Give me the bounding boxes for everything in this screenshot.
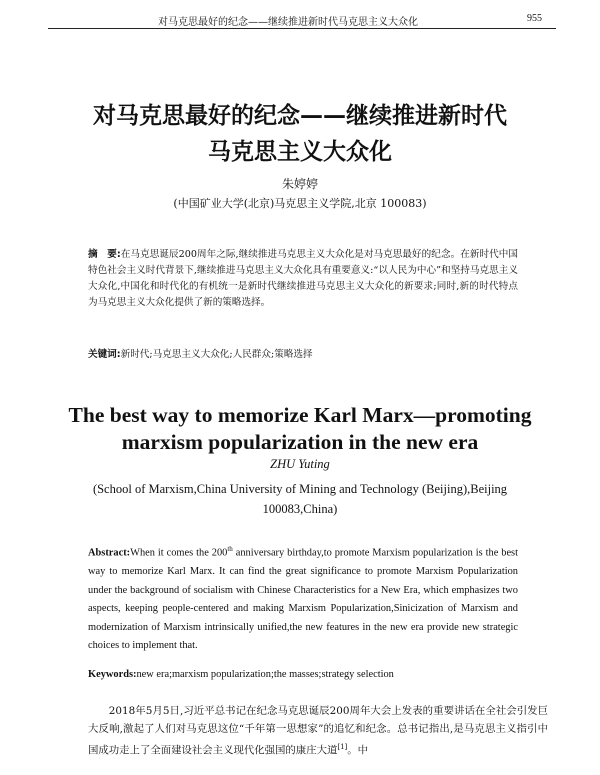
body-paragraph — [88, 702, 548, 759]
english-author: ZHU Yuting — [270, 457, 330, 471]
english-keywords-label: Keywords: — [88, 669, 137, 680]
english-affiliation: (School of Marxism,China University of Mining and Technology (Beijing),Beijing 100083,China) — [92, 482, 508, 516]
chinese-title — [40, 98, 560, 170]
english-title-line-2: marxism popularization in the new era — [121, 430, 479, 454]
page-header — [48, 12, 556, 29]
chinese-author: 朱婷婷 — [281, 177, 318, 191]
reference-mark: [1] — [337, 743, 348, 751]
body-paragraph-text: 2018年5月5日,习近平总书记在纪念马克思诞辰200周年大会上发表的重要讲话在全社会引发巨大反响,激起了人们对马克思这位“千年第一思想家”的追忆和纪念。总书记指出,是马克思主义指引中国成功走上了全面建设社会主义现代化强国的康庄大道 — [88, 705, 548, 757]
english-abstract-text-rest: anniversary birthday,to promote Marxism popularization is the best way to memorize Karl Marx. It can find the great significance to promote Marxism Popularization under the background of socialism with Chinese Characteristics for a New Era, which emphasizes two aspects, keeping people-centered and making Marxism Popularization,Sinicization of Marxism and modernization of Marxism intrinsically unified,the new features in the new era provide new strategic choices to implement that. — [88, 547, 518, 652]
english-abstract — [88, 540, 518, 656]
chinese-keywords — [88, 346, 518, 360]
body-text — [88, 702, 548, 759]
english-title — [30, 402, 570, 456]
body-paragraph-tail: 。中 — [347, 744, 369, 757]
english-title-line-1: The best way to memorize Karl Marx—promoting — [68, 403, 532, 427]
chinese-keywords-label: 关键词: — [88, 349, 121, 360]
english-keywords-text: new era;marxism popularization;the masses;strategy selection — [136, 669, 394, 680]
chinese-keywords-text: 新时代;马克思主义大众化;人民群众;策略选择 — [120, 349, 313, 360]
chinese-abstract-text: 在马克思诞辰200周年之际,继续推进马克思主义大众化是对马克思最好的纪念。在新时代中国特色社会主义时代背景下,继续推进马克思主义大众化具有重要意义:“以人民为中心”和坚持马克思主义大众化,中国化和时代化的有机统一是新时代继续推进马克思主义大众化的新要求;同时,新的时代特点为马克思主义大众化提供了新的策略选择。 — [88, 249, 518, 308]
ordinal-superscript: th — [227, 545, 233, 553]
chinese-abstract-label: 摘 要: — [88, 249, 121, 260]
chinese-affiliation: (中国矿业大学(北京)马克思主义学院,北京 100083) — [173, 197, 427, 210]
running-title: 对马克思最好的纪念——继续推进新时代马克思主义大众化 — [158, 17, 418, 28]
chinese-title-line-2: 马克思主义大众化 — [208, 139, 392, 165]
english-keywords — [88, 669, 518, 680]
chinese-abstract — [88, 247, 518, 311]
english-abstract-text-start: When it comes the 200 — [130, 547, 228, 559]
chinese-title-line-1: 对马克思最好的纪念——继续推进新时代 — [93, 103, 507, 129]
page-number: 955 — [527, 13, 542, 24]
english-abstract-label: Abstract: — [88, 547, 131, 559]
